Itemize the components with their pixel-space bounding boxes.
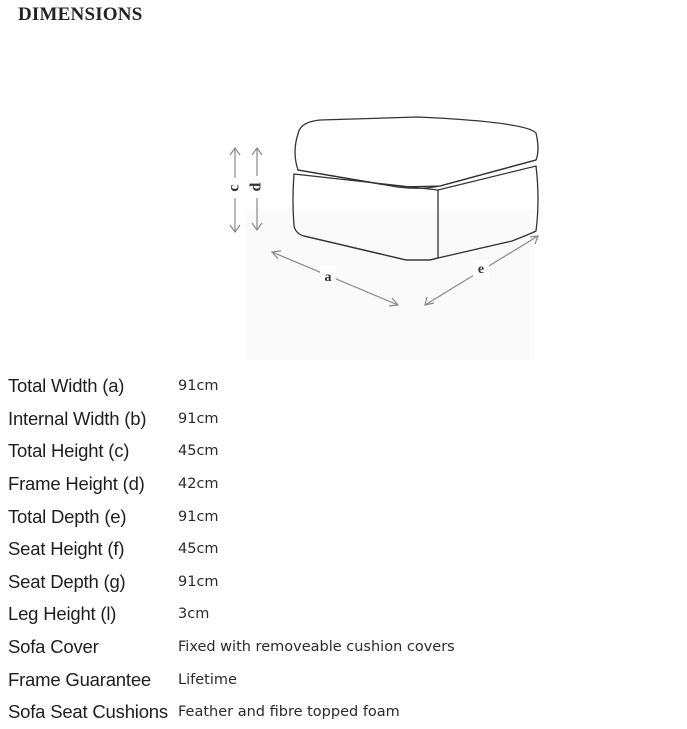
table-row [8, 403, 455, 436]
page-title: DIMENSIONS [18, 4, 143, 25]
spec-value: 3cm [178, 606, 210, 623]
spec-label: Seat Depth (g) [8, 570, 126, 592]
dimensions-table [8, 370, 455, 729]
spec-label: Sofa Cover [8, 636, 99, 658]
table-row [8, 663, 455, 696]
spec-label: Frame Height (d) [8, 473, 145, 495]
label-a: a [324, 270, 332, 286]
spec-value: 91cm [178, 378, 219, 395]
spec-label: Seat Height (f) [8, 538, 125, 560]
table-row [8, 566, 455, 599]
spec-value: Fixed with removeable cushion covers [178, 639, 455, 656]
table-row [8, 631, 455, 664]
spec-value: 91cm [178, 573, 219, 590]
spec-label: Total Depth (e) [8, 505, 127, 527]
label-c: c [225, 184, 243, 192]
spec-label: Internal Width (b) [8, 407, 147, 429]
label-e: e [477, 262, 485, 278]
table-row [8, 696, 455, 729]
spec-value: 45cm [178, 541, 219, 558]
footstool-dimension-diagram [220, 100, 560, 370]
table-row [8, 500, 455, 533]
label-d: d [247, 182, 265, 192]
table-row [8, 598, 455, 631]
spec-value: Lifetime [178, 671, 237, 688]
spec-label: Sofa Seat Cushions [8, 701, 168, 723]
spec-label: Total Height (c) [8, 440, 130, 462]
spec-label: Frame Guarantee [8, 668, 152, 690]
spec-value: 45cm [178, 443, 219, 460]
spec-value: 91cm [178, 508, 219, 525]
table-row [8, 533, 455, 566]
spec-value: 91cm [178, 410, 219, 427]
spec-label: Total Width (a) [8, 375, 125, 397]
spec-value: 42cm [178, 476, 219, 493]
table-row [8, 370, 455, 403]
spec-value: Feather and fibre topped foam [178, 704, 400, 721]
table-row [8, 435, 455, 468]
diagram-shadow-area [245, 210, 535, 360]
spec-label: Leg Height (l) [8, 603, 117, 625]
table-row [8, 468, 455, 501]
